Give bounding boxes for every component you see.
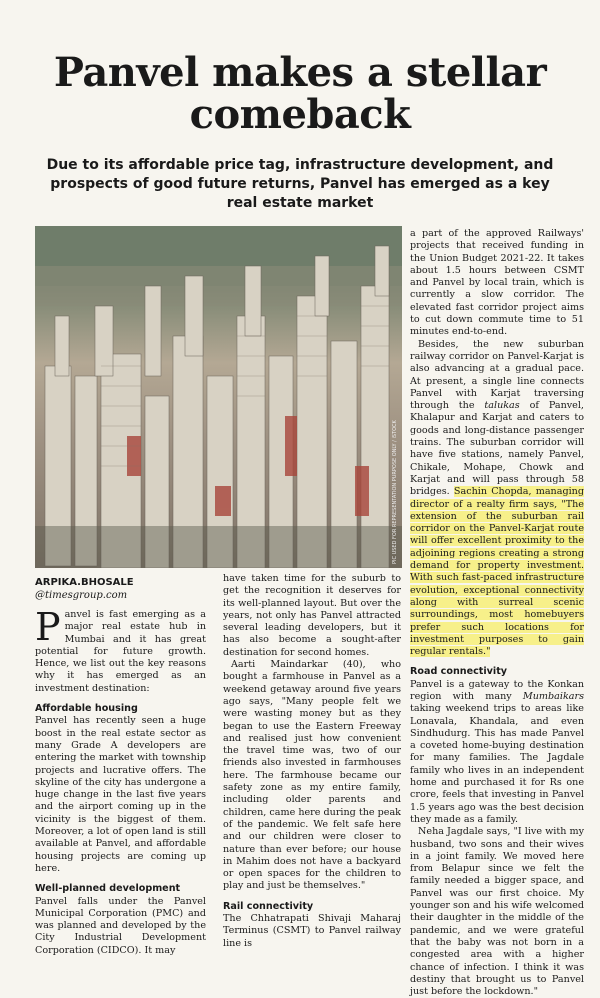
highlighted-quote: Sachin Chopda, managing director of a realty firm says, "The extension of the suburban rail corridor on the Panvel-Karjat route will offer excellent proximity to the adjoining regions creating a strong demand for property investment. With such fast-paced infrastructure evolution, exceptional connectivity along with surreal scenic surroundings, most homebuyers prefer such locations for investment purposes to gain regular rentals." bbox=[410, 486, 584, 658]
col2-paragraph-2: Aarti Maindarkar (40), who bought a farmhouse in Panvel as a weekend getaway around five years ago says, "Many people felt we were wasting money but as they began to use the Eastern Freeway and realised just how convenient the travel time was, two of our friends also invested in farmhouses here. The farmhouse became our safety zone as my entire family, including older parents and children, came here during the peak of the pandemic. We felt safe here and our children were closer to nature than ever before; our house in Mahim does not have a backyard or open spaces for the children to play and just be themselves." bbox=[223, 659, 401, 892]
column-1 bbox=[35, 605, 206, 957]
intro-paragraph bbox=[35, 605, 206, 695]
byline bbox=[35, 576, 205, 602]
photo-credit-wrap bbox=[391, 234, 399, 564]
road-part-a: Panvel is a gateway to the Konkan region with many bbox=[410, 678, 584, 702]
author-name: ARPIKA.BHOSALE bbox=[35, 577, 134, 588]
mumbaikars-italic: Mumbaikars bbox=[522, 690, 584, 702]
column-2 bbox=[223, 573, 401, 950]
drop-cap: P bbox=[35, 605, 61, 649]
heading-affordable-housing: Affordable housing bbox=[35, 703, 138, 715]
heading-well-planned: Well-planned development bbox=[35, 883, 181, 895]
road-part-b: taking weekend trips to areas like Lonavala, Khandala, and even Sindhudurg. This has made Panvel a coveted home-buying destination for many families. The Jagdale family who lives in an independent home and purchased it for Rs one crore, feels that investing in Panvel 1.5 years ago was the best decision they made as a family. bbox=[410, 703, 584, 825]
intro-text: anvel is fast emerging as a major real estate hub in Mumbai and it has great potential for future growth. Hence, we list out the key reasons why it has emerged as an investment destination: bbox=[35, 609, 206, 694]
deck-subheadline: Due to its affordable price tag, infrastructure development, and prospects of good future returns, Panvel has emerged as a key real estate market bbox=[46, 157, 554, 211]
city-skyline-illustration bbox=[35, 226, 402, 568]
author-email: @timesgroup.com bbox=[35, 590, 128, 601]
col2-paragraph-1: have taken time for the suburb to get the recognition it deserves for its well-planned layout. But over the years, not only has Panvel attracted several leading developers, but it has also become a sought-after destination for second homes. bbox=[223, 573, 401, 658]
p2-part-a: Besides, the new suburban railway corridor on Panvel-Karjat is also advancing at a gradual pace. At present, a single line connects Panvel with Karjat traversing through the bbox=[410, 338, 584, 412]
planned-paragraph: Panvel falls under the Panvel Municipal Corporation (PMC) and was planned and developed by the City Industrial Development Corporation (CIDCO). It may bbox=[35, 895, 206, 956]
heading-rail-connectivity: Rail connectivity bbox=[223, 900, 314, 912]
neha-paragraph: Neha Jagdale says, "I live with my husband, two sons and their wives in a joint family. We moved here from Belapur since we felt the family needed a bigger space, and Panvel was our first choice. My younger son and his wife welcomed their daughter in the middle of the pandemic, and we were grateful that the baby was not born in a congested area with a higher chance of infection. I think it was destiny that brought us to Panvel just before the lockdown." bbox=[410, 826, 584, 998]
road-paragraph bbox=[410, 679, 584, 827]
heading-road-connectivity: Road connectivity bbox=[410, 666, 508, 678]
rail-paragraph: The Chhatrapati Shivaji Maharaj Terminus (CSMT) to Panvel railway line is bbox=[223, 913, 401, 949]
headline: Panvel makes a stellar comeback bbox=[53, 49, 547, 138]
col3-paragraph-1: a part of the approved Railways' projects that received funding in the Union Budget 2021-22. It takes about 1.5 hours between CSMT and Panvel by local train, which is currently a slow corridor. The elevated fast corridor project aims to cut down commute time to 51 minutes end-to-end. bbox=[410, 228, 584, 338]
column-3 bbox=[410, 228, 584, 998]
talukas-italic: talukas bbox=[484, 400, 520, 412]
skyline-photo bbox=[35, 226, 402, 568]
affordable-paragraph: Panvel has recently seen a huge boost in the real estate sector as many Grade A developers are entering the market with township projects and lucrative offers. The skyline of the city has undergone a huge change in the last five years and the airport coming up in the vicinity is the biggest of them. Moreover, a lot of open land is still available at Panvel, and affordable housing projects are coming up here. bbox=[35, 715, 206, 874]
p2-part-b: of Panvel, Khalapur and Karjat and caters to goods and long-distance passenger trains. The suburban corridor will have five stations, namely Panvel, Chikale, Mohape, Chowk and Karjat and will pass through 58 bridges. bbox=[410, 400, 584, 498]
photo-credit: PIC USED FOR REPRESENTATION PURPOSE ONLY / iSTOCK bbox=[392, 420, 398, 564]
col3-paragraph-2 bbox=[410, 339, 584, 659]
